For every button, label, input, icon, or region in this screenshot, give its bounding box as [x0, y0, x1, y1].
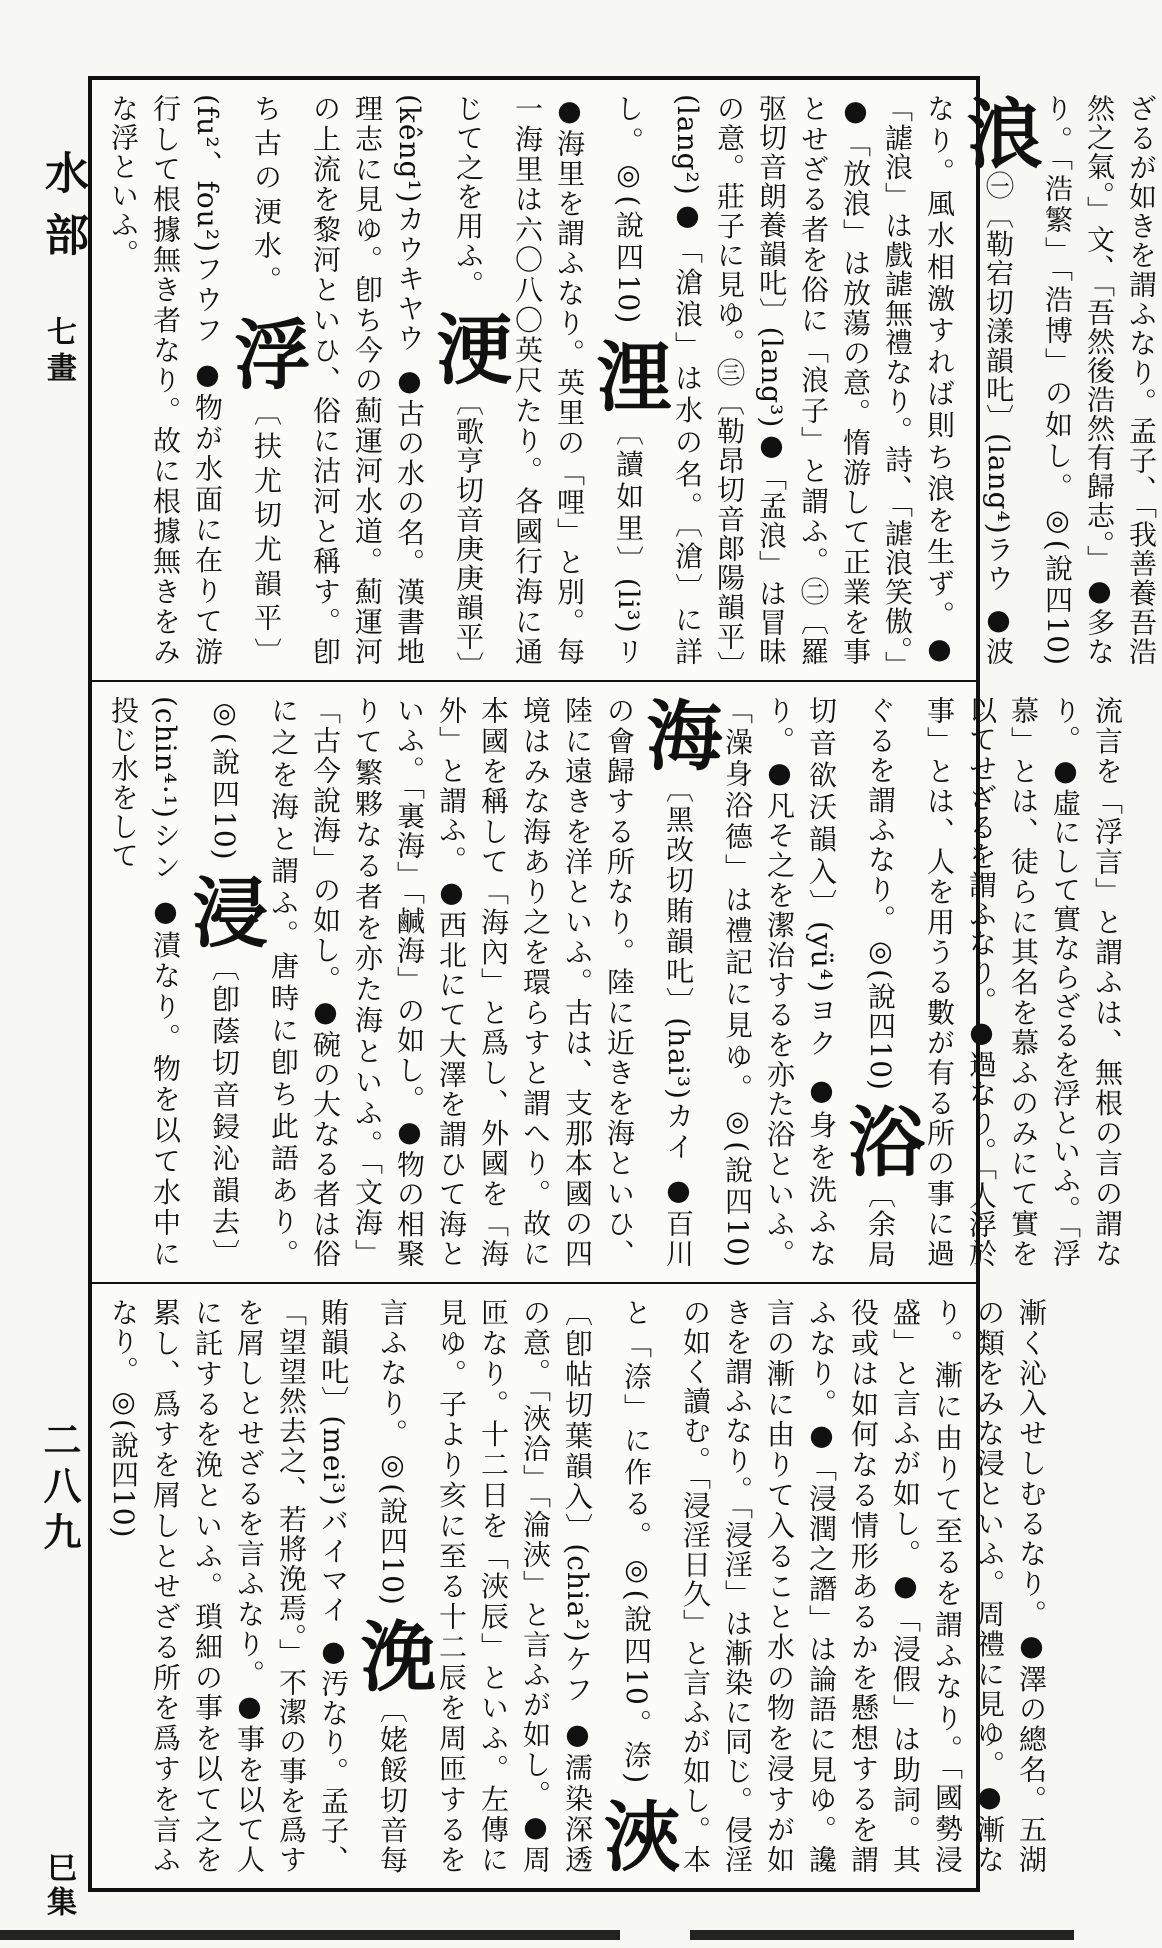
entry-body: 流言を「浮言」と謂ふは、無根の言の謂なり。●虛にして實ならざるを浮といふ。「浮慕」とは、徒らに其名を慕ふのみにて實を以てせざるを謂ふなり。●過なり。「人浮於事」とは、人を用うる數が有る所の事に過ぐるを謂ふなり。◎(說四10): [864, 696, 1124, 1268]
entry-headword: 浼: [348, 1616, 437, 1695]
entry-body: 漸く沁入せしむるなり。●澤の總名。五湖の類をみな浸といふ。周禮に見ゆ。●漸なり。漸に由りて至るを謂ふなり。「國勢浸盛」と言ふが如し。●「浸假」は助詞。其役或は如何なる情形あるかを懸想するを謂ふなり。●「浸潤之譖」は論語に見ゆ。讒言の漸に由りて入ること水の物を浸すが如きを謂ふなり。「浸淫」は漸染に同じ。侵淫の如く讀む。「浸淫日久」と言ふが如し。本と「㴎」に作る。◎(說四10。㴎): [620, 1298, 1048, 1874]
entry-headword: 浴: [836, 1101, 925, 1180]
page-number: 二八九: [37, 1420, 82, 1558]
entry-body: ざるが如きを謂ふなり。孟子、「我善養吾浩然之氣。」文、「吾然後浩然有歸志。」●多なり。「浩繁」「浩博」の如し。◎(說四10): [1041, 94, 1158, 666]
radical-label: 水部: [37, 150, 88, 274]
tier-bottom-text: [102, 1298, 1052, 1874]
entry-jia: [376, 1298, 681, 1875]
bottom-rule: [0, 1930, 1074, 1940]
tier-top-text: [102, 94, 1162, 666]
entry-continuation: [864, 696, 1124, 1268]
entry-headword: 浮: [222, 314, 311, 398]
entry-headword: 浪: [954, 94, 1043, 172]
entry-continuation: [620, 1298, 1048, 1874]
entry-body: 〔扶尤切尤韻平〕(fu²、fou²)フウフ ●物が水面に在りて游行して根據無き者なり。故に根據無きをみな浮といふ。: [107, 94, 283, 667]
entry-hai: [208, 696, 723, 1269]
entry-headword: 浭: [424, 309, 513, 387]
entry-body: ㊀〔勒宕切漾韻𠮟〕(lang⁴)ラウ ●波なり。風水相激すれば則ち浪を生ず。●「謔浪」は戲謔無禮なり。詩、「謔浪笑傲。」●「放浪」は放蕩の意。惰游して正業を事とせざる者を俗に「浪子」と謂ふ。㊁〔羅𫸩切音朗養韻𠮟〕(lang³)●「孟浪」は冒昧の意。莊子に見ゆ。㊂〔勒昂切音郞陽韻平〕(lang²)●「滄浪」は水の名。〔滄〕に詳し。◎(說四10): [612, 94, 1015, 667]
tier-middle-text: [102, 696, 1128, 1268]
entry-body: 〔黑改切賄韻𠮟〕(hai³)カイ ●百川の會歸する所なり。陸に近きを海といひ、陸に遠きを洋といふ。古は、支那本國の四境はみな海あり之を環らすと謂へり。故に本國を稱して「海內」と爲し、外國を「海外」と謂ふ。●西北にて大澤を謂ひて海といふ。「裏海」「鹹海」の如し。●物の相聚りて繁夥なる者を亦た海といふ。「文海」「古今說海」の如し。●碗の大なる者は俗に之を海と謂ふ。唐時に卽ち此語あり。◎(說四10): [208, 696, 695, 1269]
entry-body: 〔讀如里〕(li³)リ ●海里を謂ふなり。英里の「哩」と別。每一海里は六〇八〇英尺たり。各國行海に通じて之を用ふ。: [452, 94, 645, 667]
entry-body: 〔卽蔭切音鋟沁韻去〕(chin⁴·¹)シン ●漬なり。物を以て水中に投じ水をして: [107, 696, 241, 1269]
bottom-rule-gap: [620, 1930, 690, 1940]
tier-bottom: [92, 1284, 1048, 1888]
entry-continuation: [1041, 94, 1158, 666]
entry-mei: [107, 1298, 437, 1875]
volume-label: 巳集: [41, 1852, 76, 1920]
entry-headword: 浸: [180, 873, 269, 954]
dictionary-frame: [88, 76, 1158, 1892]
entry-body: 〔姥餒切音每賄韻𠮟〕(mei³)バイマイ ●汚なり。孟子、「望望然去之、若將浼焉。」不潔の事を爲すを屑しとせざるを言ふなり。●事を以て人に託するを浼といふ。瑣細の事を以て之を累し、爲すを屑しとせざる所を爲すを言ふなり。◎(說四10): [107, 1298, 409, 1875]
tier-middle: [92, 682, 1124, 1284]
entry-headword: 海: [634, 696, 723, 775]
stroke-count-label: 七畫: [41, 316, 76, 388]
entry-headword: 浬: [584, 337, 673, 418]
entry-body: 〔歌亨切音庚庚韻平〕(kêng¹)カウキヤウ ●古の水の名。漢書地理志に見ゆ。卽ち今の薊運河水道。薊運河の上流を黎河といひ、俗に沽河と稱す。卽ち古の浭水。: [250, 94, 485, 667]
entry-body: 〔余局切音欲沃韻入〕(yü⁴)ヨク ●身を洗ふなり。●凡そ之を潔治するを亦た浴といふ。「澡身浴德」は禮記に見ゆ。◎(說四10): [721, 696, 897, 1269]
entry-body: 〔卽帖切葉韻入〕(chia²)ケフ ●濡染深透の意。「浹洽」「淪浹」と言ふが如し。●周匝なり。十二日を「浹辰」といふ。左傳に見ゆ。子より亥に至る十二辰を周匝するを言ふなり。◎(說四10): [376, 1298, 594, 1874]
entry-headword: 浹: [592, 1797, 681, 1875]
tier-top: [92, 80, 1158, 682]
